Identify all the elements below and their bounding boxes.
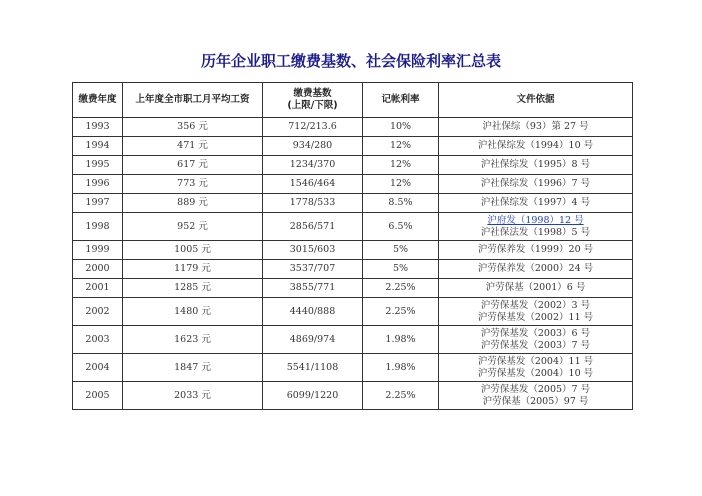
cell-base: 3537/707 [263,260,363,279]
doc-reference: 沪社保法发（1998）5 号 [480,226,591,238]
cell-base: 6099/1220 [263,382,363,410]
table-row [73,213,633,241]
doc-reference: 沪社保综发（1994）10 号 [477,140,594,151]
doc-reference: 沪劳保基发（2004）10 号 [477,367,594,379]
header-wage: 上年度全市职工月平均工资 [123,83,263,118]
cell-year: 2001 [73,279,123,298]
cell-base: 4869/974 [263,326,363,354]
cell-year: 1996 [73,175,123,194]
cell-base: 1546/464 [263,175,363,194]
cell-rate: 12% [363,156,439,175]
cell-year: 1997 [73,194,123,213]
cell-rate: 8.5% [363,194,439,213]
cell-docs [439,213,633,241]
table-row [73,241,633,260]
cell-rate: 5% [363,241,439,260]
summary-table [72,82,633,410]
table-row [73,175,633,194]
cell-docs [439,137,633,156]
cell-rate: 10% [363,118,439,137]
doc-reference: 沪劳保基发（2002）3 号 [480,299,591,311]
cell-wage: 1847 元 [123,354,263,382]
cell-docs [439,194,633,213]
cell-wage: 773 元 [123,175,263,194]
cell-wage: 1285 元 [123,279,263,298]
doc-reference: 沪劳保基（2001）6 号 [485,282,586,293]
cell-wage: 952 元 [123,213,263,241]
cell-docs [439,241,633,260]
cell-rate: 5% [363,260,439,279]
doc-reference: 沪社保综发（1997）4 号 [480,197,591,208]
cell-wage: 617 元 [123,156,263,175]
cell-wage: 471 元 [123,137,263,156]
cell-base: 2856/571 [263,213,363,241]
table-row [73,382,633,410]
doc-reference: 沪劳保基发（2005）7 号 [480,383,591,395]
cell-year: 1994 [73,137,123,156]
cell-base: 934/280 [263,137,363,156]
cell-wage: 1005 元 [123,241,263,260]
cell-rate: 12% [363,175,439,194]
cell-docs [439,156,633,175]
doc-reference: 沪劳保基发（2003）6 号 [480,327,591,339]
header-base-line2: (上限/下限) [287,100,338,111]
cell-year: 1999 [73,241,123,260]
doc-reference: 沪劳保基发（2002）11 号 [477,311,594,323]
header-row [73,83,633,118]
cell-docs [439,298,633,326]
doc-reference: 沪劳保基发（2004）11 号 [477,355,594,367]
cell-wage: 356 元 [123,118,263,137]
doc-reference: 沪社保综（93）第 27 号 [482,121,589,132]
cell-year: 2004 [73,354,123,382]
cell-rate: 2.25% [363,298,439,326]
table-row [73,260,633,279]
cell-base: 5541/1108 [263,354,363,382]
doc-reference: 沪劳保基（2005）97 号 [482,395,589,407]
cell-rate: 1.98% [363,326,439,354]
doc-reference: 沪劳保基发（2003）7 号 [480,339,591,351]
cell-wage: 889 元 [123,194,263,213]
table-row [73,298,633,326]
cell-base: 3855/771 [263,279,363,298]
table-body [73,118,633,410]
header-base-line1: 缴费基数 [293,88,332,99]
doc-reference: 沪社保综发（1995）8 号 [480,159,591,170]
cell-rate: 12% [363,137,439,156]
header-base [263,83,363,118]
cell-base: 712/213.6 [263,118,363,137]
header-docs: 文件依据 [439,83,633,118]
cell-year: 1998 [73,213,123,241]
cell-wage: 1623 元 [123,326,263,354]
cell-base: 1234/370 [263,156,363,175]
table-row [73,156,633,175]
doc-reference: 沪劳保养发（1999）20 号 [477,244,594,255]
doc-link[interactable]: 沪府发（1998）12 号 [487,214,584,226]
cell-year: 2000 [73,260,123,279]
doc-reference: 沪劳保养发（2000）24 号 [477,263,594,274]
table-row [73,279,633,298]
cell-year: 1995 [73,156,123,175]
cell-rate: 2.25% [363,279,439,298]
table-row [73,354,633,382]
cell-rate: 1.98% [363,354,439,382]
cell-wage: 1179 元 [123,260,263,279]
cell-docs [439,279,633,298]
cell-wage: 1480 元 [123,298,263,326]
cell-docs [439,118,633,137]
table-row [73,137,633,156]
header-rate: 记帐利率 [363,83,439,118]
cell-docs [439,260,633,279]
cell-rate: 6.5% [363,213,439,241]
cell-base: 3015/603 [263,241,363,260]
table-row [73,326,633,354]
table-row [73,118,633,137]
cell-year: 2002 [73,298,123,326]
cell-year: 1993 [73,118,123,137]
cell-year: 2003 [73,326,123,354]
cell-base: 1778/533 [263,194,363,213]
cell-docs [439,354,633,382]
cell-year: 2005 [73,382,123,410]
cell-docs [439,382,633,410]
cell-docs [439,326,633,354]
header-year: 缴费年度 [73,83,123,118]
doc-reference: 沪社保综发（1996）7 号 [480,178,591,189]
cell-rate: 2.25% [363,382,439,410]
cell-wage: 2033 元 [123,382,263,410]
cell-docs [439,175,633,194]
cell-base: 4440/888 [263,298,363,326]
page-title: 历年企业职工缴费基数、社会保险利率汇总表 [200,52,501,70]
table-row [73,194,633,213]
